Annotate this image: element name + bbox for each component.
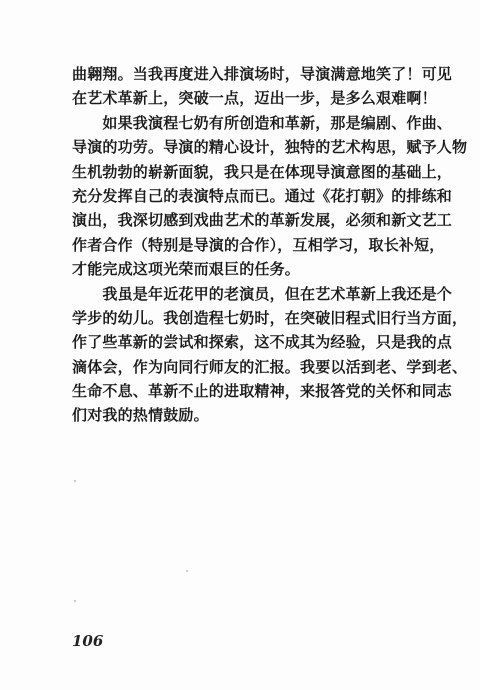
text-line: 作者合作（特别是导演的合作），互相学习，取长补短， (72, 235, 445, 254)
text-line: 们对我的热情鼓励。 (72, 406, 209, 425)
text-line: 生命不息、革新不止的进取精神，来报答党的关怀和同志 (72, 382, 453, 401)
page-number: 106 (72, 632, 104, 650)
scan-speck (74, 600, 76, 602)
text-line: 生机勃勃的崭新面貌，我只是在体现导演意图的基础上， (72, 162, 453, 181)
text-line: 曲翱翔。当我再度进入排演场时，导演满意地笑了！可见 (72, 65, 453, 83)
text-line: 如果我演程七奶有所创造和革新，那是编剧、作曲、 (72, 113, 453, 132)
text-line: 我虽是年近花甲的老演员，但在艺术革新上我还是个 (72, 284, 453, 303)
text-line: 在艺术革新上，突破一点，迈出一步，是多么艰难啊！ (72, 89, 437, 108)
text-line: 才能完成这项光荣而艰巨的任务。 (72, 260, 301, 279)
text-line: 滴体会，作为向同行师友的汇报。我要以活到老、学到老、 (72, 357, 468, 376)
body-text (72, 62, 468, 428)
text-line: 学步的幼儿。我创造程七奶时，在突破旧程式旧行当方面， (72, 308, 468, 327)
scan-speck (74, 480, 76, 482)
scan-speck (186, 570, 188, 572)
text-line: 演出，我深切感到戏曲艺术的革新发展，必须和新文艺工 (72, 211, 453, 230)
text-line: 作了些革新的尝试和探索，这不成其为经验，只是我的点 (72, 333, 453, 352)
text-line: 充分发挥自己的表演特点而已。通过《花打朝》的排练和 (72, 186, 453, 205)
text-line: 导演的功劳。导演的精心设计，独特的艺术构思，赋予人物 (72, 138, 468, 157)
